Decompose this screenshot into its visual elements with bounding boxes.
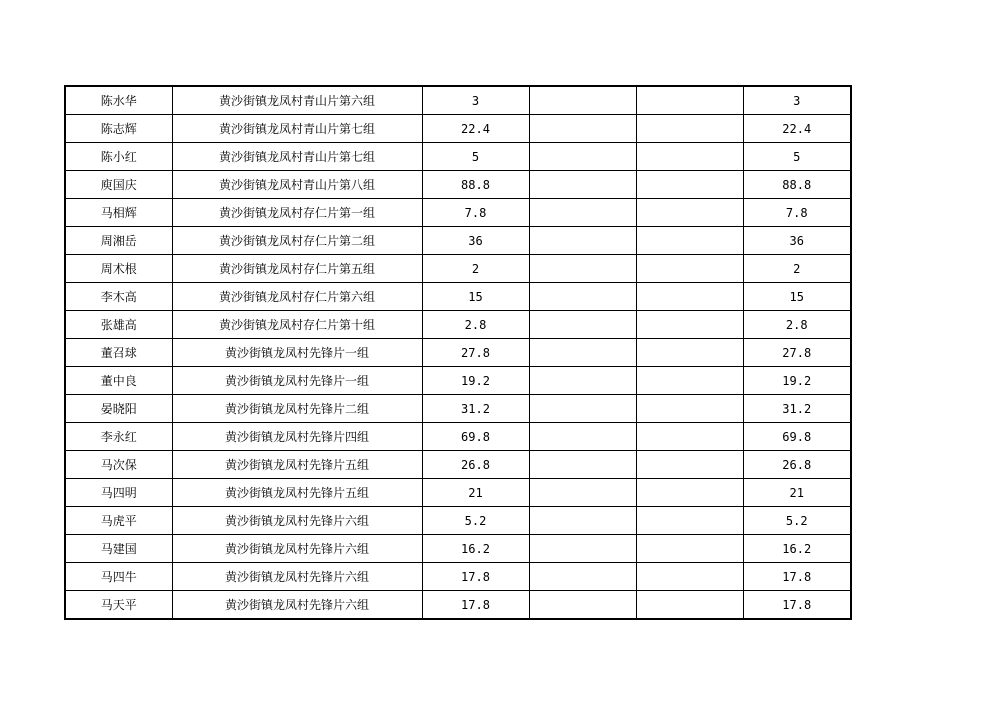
total-cell: 27.8 (743, 339, 851, 367)
empty-cell (529, 339, 636, 367)
total-cell: 36 (743, 227, 851, 255)
name-cell: 张雄高 (65, 311, 172, 339)
total-cell: 69.8 (743, 423, 851, 451)
name-cell: 董中良 (65, 367, 172, 395)
address-cell: 黄沙街镇龙凤村先锋片六组 (172, 563, 422, 591)
total-cell: 19.2 (743, 367, 851, 395)
total-cell: 16.2 (743, 535, 851, 563)
total-cell: 21 (743, 479, 851, 507)
empty-cell (636, 227, 743, 255)
empty-cell (529, 423, 636, 451)
name-cell: 马虎平 (65, 507, 172, 535)
name-cell: 晏晓阳 (65, 395, 172, 423)
area-cell: 69.8 (422, 423, 529, 451)
area-cell: 3 (422, 86, 529, 115)
empty-cell (636, 367, 743, 395)
address-cell: 黄沙街镇龙凤村先锋片一组 (172, 339, 422, 367)
table-row (65, 283, 851, 311)
empty-cell (529, 451, 636, 479)
empty-cell (529, 535, 636, 563)
address-cell: 黄沙街镇龙凤村先锋片五组 (172, 479, 422, 507)
total-cell: 17.8 (743, 591, 851, 620)
address-cell: 黄沙街镇龙凤村青山片第八组 (172, 171, 422, 199)
address-cell: 黄沙街镇龙凤村先锋片六组 (172, 507, 422, 535)
table-row (65, 199, 851, 227)
name-cell: 周术根 (65, 255, 172, 283)
empty-cell (529, 143, 636, 171)
name-cell: 陈水华 (65, 86, 172, 115)
table-row (65, 339, 851, 367)
empty-cell (529, 283, 636, 311)
table-row (65, 171, 851, 199)
name-cell: 陈志辉 (65, 115, 172, 143)
area-cell: 36 (422, 227, 529, 255)
area-cell: 16.2 (422, 535, 529, 563)
empty-cell (636, 255, 743, 283)
area-cell: 26.8 (422, 451, 529, 479)
area-cell: 27.8 (422, 339, 529, 367)
total-cell: 5.2 (743, 507, 851, 535)
empty-cell (636, 395, 743, 423)
empty-cell (529, 115, 636, 143)
empty-cell (636, 507, 743, 535)
area-cell: 7.8 (422, 199, 529, 227)
table-row (65, 255, 851, 283)
empty-cell (529, 395, 636, 423)
area-cell: 5 (422, 143, 529, 171)
empty-cell (529, 255, 636, 283)
address-cell: 黄沙街镇龙凤村存仁片第二组 (172, 227, 422, 255)
address-cell: 黄沙街镇龙凤村青山片第七组 (172, 115, 422, 143)
area-cell: 2 (422, 255, 529, 283)
table-row (65, 479, 851, 507)
address-cell: 黄沙街镇龙凤村先锋片四组 (172, 423, 422, 451)
table-row (65, 143, 851, 171)
total-cell: 2.8 (743, 311, 851, 339)
address-cell: 黄沙街镇龙凤村存仁片第五组 (172, 255, 422, 283)
empty-cell (529, 199, 636, 227)
total-cell: 5 (743, 143, 851, 171)
empty-cell (636, 143, 743, 171)
empty-cell (529, 591, 636, 620)
name-cell: 周湘岳 (65, 227, 172, 255)
empty-cell (529, 367, 636, 395)
table-row (65, 535, 851, 563)
address-cell: 黄沙街镇龙凤村先锋片五组 (172, 451, 422, 479)
empty-cell (529, 563, 636, 591)
name-cell: 马次保 (65, 451, 172, 479)
table-row (65, 311, 851, 339)
address-cell: 黄沙街镇龙凤村先锋片二组 (172, 395, 422, 423)
empty-cell (529, 479, 636, 507)
total-cell: 2 (743, 255, 851, 283)
address-cell: 黄沙街镇龙凤村先锋片一组 (172, 367, 422, 395)
table-row (65, 395, 851, 423)
total-cell: 22.4 (743, 115, 851, 143)
area-cell: 15 (422, 283, 529, 311)
empty-cell (636, 423, 743, 451)
area-cell: 88.8 (422, 171, 529, 199)
name-cell: 马建国 (65, 535, 172, 563)
empty-cell (636, 451, 743, 479)
empty-cell (636, 171, 743, 199)
table-row (65, 367, 851, 395)
empty-cell (636, 339, 743, 367)
empty-cell (529, 311, 636, 339)
empty-cell (636, 479, 743, 507)
name-cell: 马天平 (65, 591, 172, 620)
total-cell: 26.8 (743, 451, 851, 479)
area-cell: 2.8 (422, 311, 529, 339)
empty-cell (636, 115, 743, 143)
total-cell: 17.8 (743, 563, 851, 591)
data-table (64, 85, 852, 620)
table-row (65, 507, 851, 535)
table-row (65, 451, 851, 479)
empty-cell (636, 535, 743, 563)
name-cell: 马四明 (65, 479, 172, 507)
table-row (65, 86, 851, 115)
area-cell: 17.8 (422, 591, 529, 620)
name-cell: 李木高 (65, 283, 172, 311)
empty-cell (636, 311, 743, 339)
total-cell: 15 (743, 283, 851, 311)
name-cell: 董召球 (65, 339, 172, 367)
area-cell: 22.4 (422, 115, 529, 143)
table-row (65, 423, 851, 451)
name-cell: 马相辉 (65, 199, 172, 227)
address-cell: 黄沙街镇龙凤村青山片第六组 (172, 86, 422, 115)
area-cell: 5.2 (422, 507, 529, 535)
empty-cell (636, 86, 743, 115)
area-cell: 21 (422, 479, 529, 507)
empty-cell (636, 199, 743, 227)
total-cell: 88.8 (743, 171, 851, 199)
name-cell: 李永红 (65, 423, 172, 451)
empty-cell (529, 171, 636, 199)
area-cell: 31.2 (422, 395, 529, 423)
table-body (65, 86, 851, 619)
address-cell: 黄沙街镇龙凤村存仁片第一组 (172, 199, 422, 227)
empty-cell (529, 86, 636, 115)
table-row (65, 227, 851, 255)
address-cell: 黄沙街镇龙凤村先锋片六组 (172, 591, 422, 620)
table-row (65, 591, 851, 620)
table-row (65, 115, 851, 143)
empty-cell (636, 283, 743, 311)
area-cell: 19.2 (422, 367, 529, 395)
name-cell: 马四牛 (65, 563, 172, 591)
total-cell: 7.8 (743, 199, 851, 227)
area-cell: 17.8 (422, 563, 529, 591)
empty-cell (529, 227, 636, 255)
empty-cell (529, 507, 636, 535)
address-cell: 黄沙街镇龙凤村存仁片第十组 (172, 311, 422, 339)
address-cell: 黄沙街镇龙凤村存仁片第六组 (172, 283, 422, 311)
total-cell: 31.2 (743, 395, 851, 423)
name-cell: 陈小红 (65, 143, 172, 171)
name-cell: 庾国庆 (65, 171, 172, 199)
empty-cell (636, 563, 743, 591)
total-cell: 3 (743, 86, 851, 115)
address-cell: 黄沙街镇龙凤村先锋片六组 (172, 535, 422, 563)
table-row (65, 563, 851, 591)
empty-cell (636, 591, 743, 620)
address-cell: 黄沙街镇龙凤村青山片第七组 (172, 143, 422, 171)
